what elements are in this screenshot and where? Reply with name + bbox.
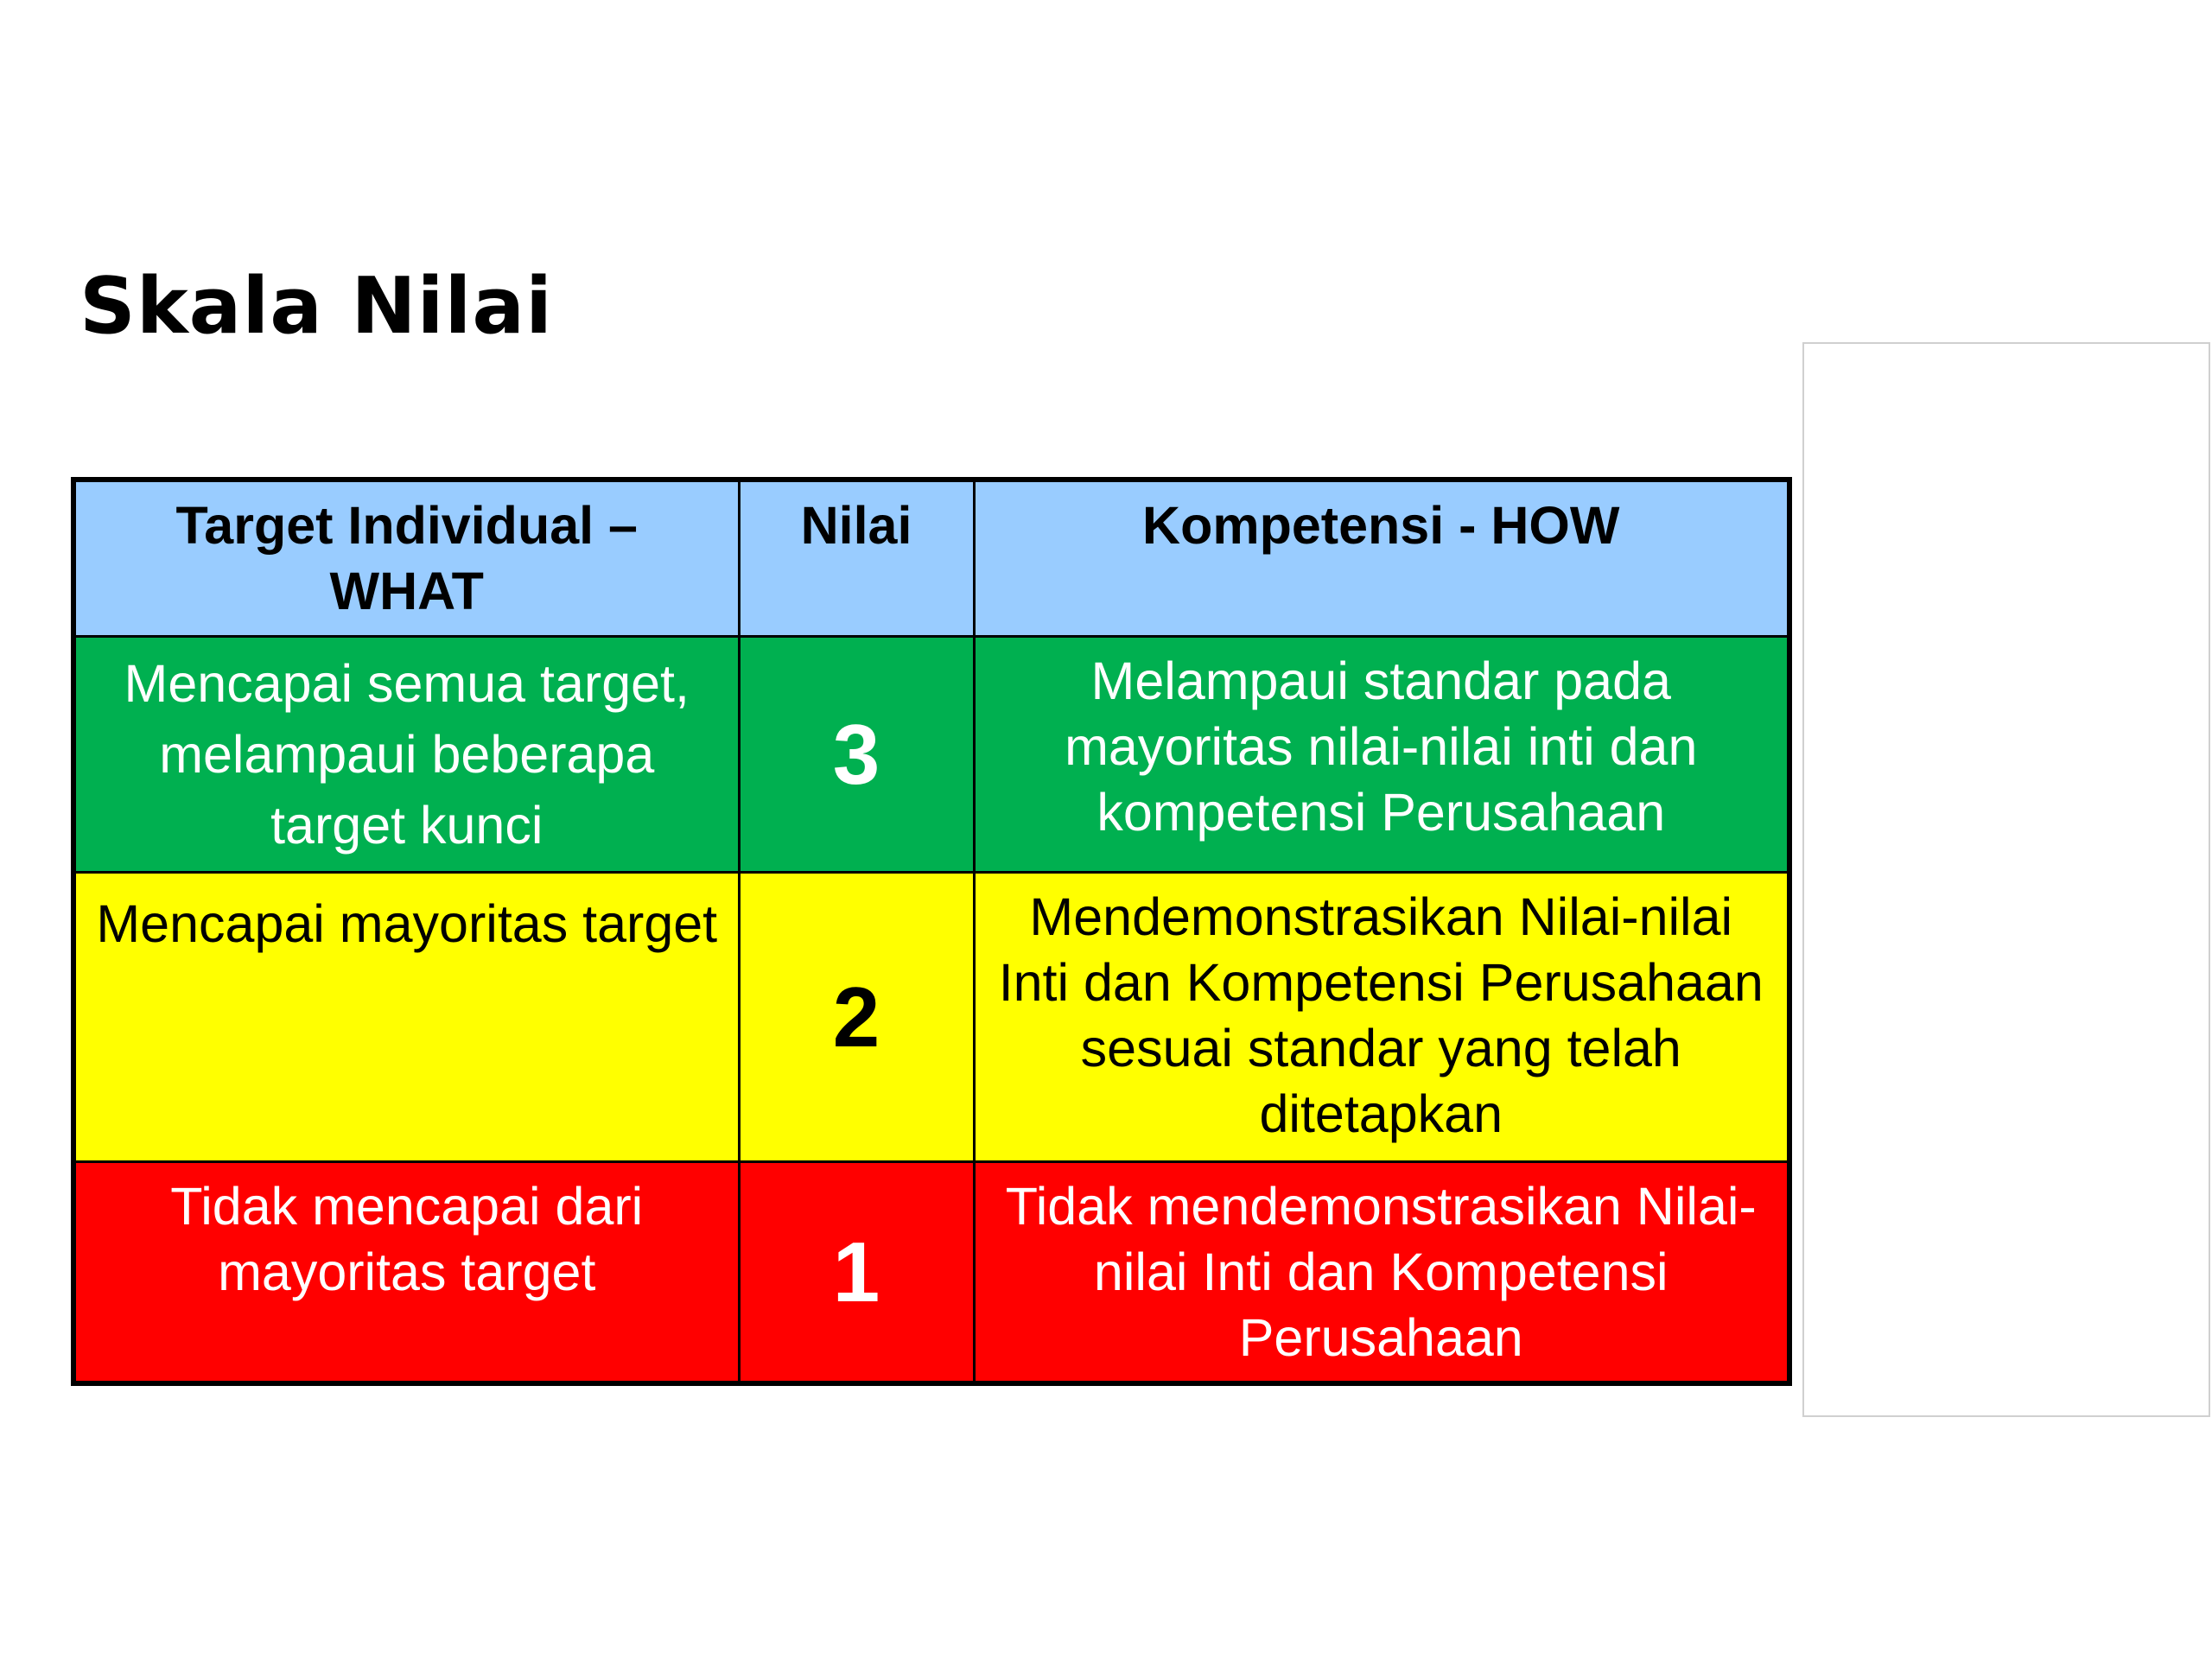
page-title: Skala Nilai — [79, 261, 553, 352]
header-target-individual-what: Target Individual – WHAT — [73, 480, 739, 637]
table-row-score-2 — [73, 873, 1789, 1162]
how-cell: Tidak mendemonstrasikan Nilai-nilai Inti dan Kompetensi Perusahaan — [974, 1162, 1789, 1384]
what-cell: Tidak mencapai dari mayoritas target — [73, 1162, 739, 1384]
how-cell: Mendemonstrasikan Nilai-nilai Inti dan Kompetensi Perusahaan sesuai standar yang telah ditetapkan — [974, 873, 1789, 1162]
what-cell: Mencapai semua target, melampaui beberapa target kunci — [73, 637, 739, 873]
what-cell: Mencapai mayoritas target — [73, 873, 739, 1162]
rating-scale-table — [71, 477, 1792, 1386]
score-cell: 1 — [739, 1162, 974, 1384]
score-cell: 3 — [739, 637, 974, 873]
table-header-row — [73, 480, 1789, 637]
table-row-score-1 — [73, 1162, 1789, 1384]
header-kompetensi-how: Kompetensi - HOW — [974, 480, 1789, 637]
score-cell: 2 — [739, 873, 974, 1162]
side-panel — [1802, 342, 2210, 1417]
how-cell: Melampaui standar pada mayoritas nilai-nilai inti dan kompetensi Perusahaan — [974, 637, 1789, 873]
header-nilai: Nilai — [739, 480, 974, 637]
table-row-score-3 — [73, 637, 1789, 873]
